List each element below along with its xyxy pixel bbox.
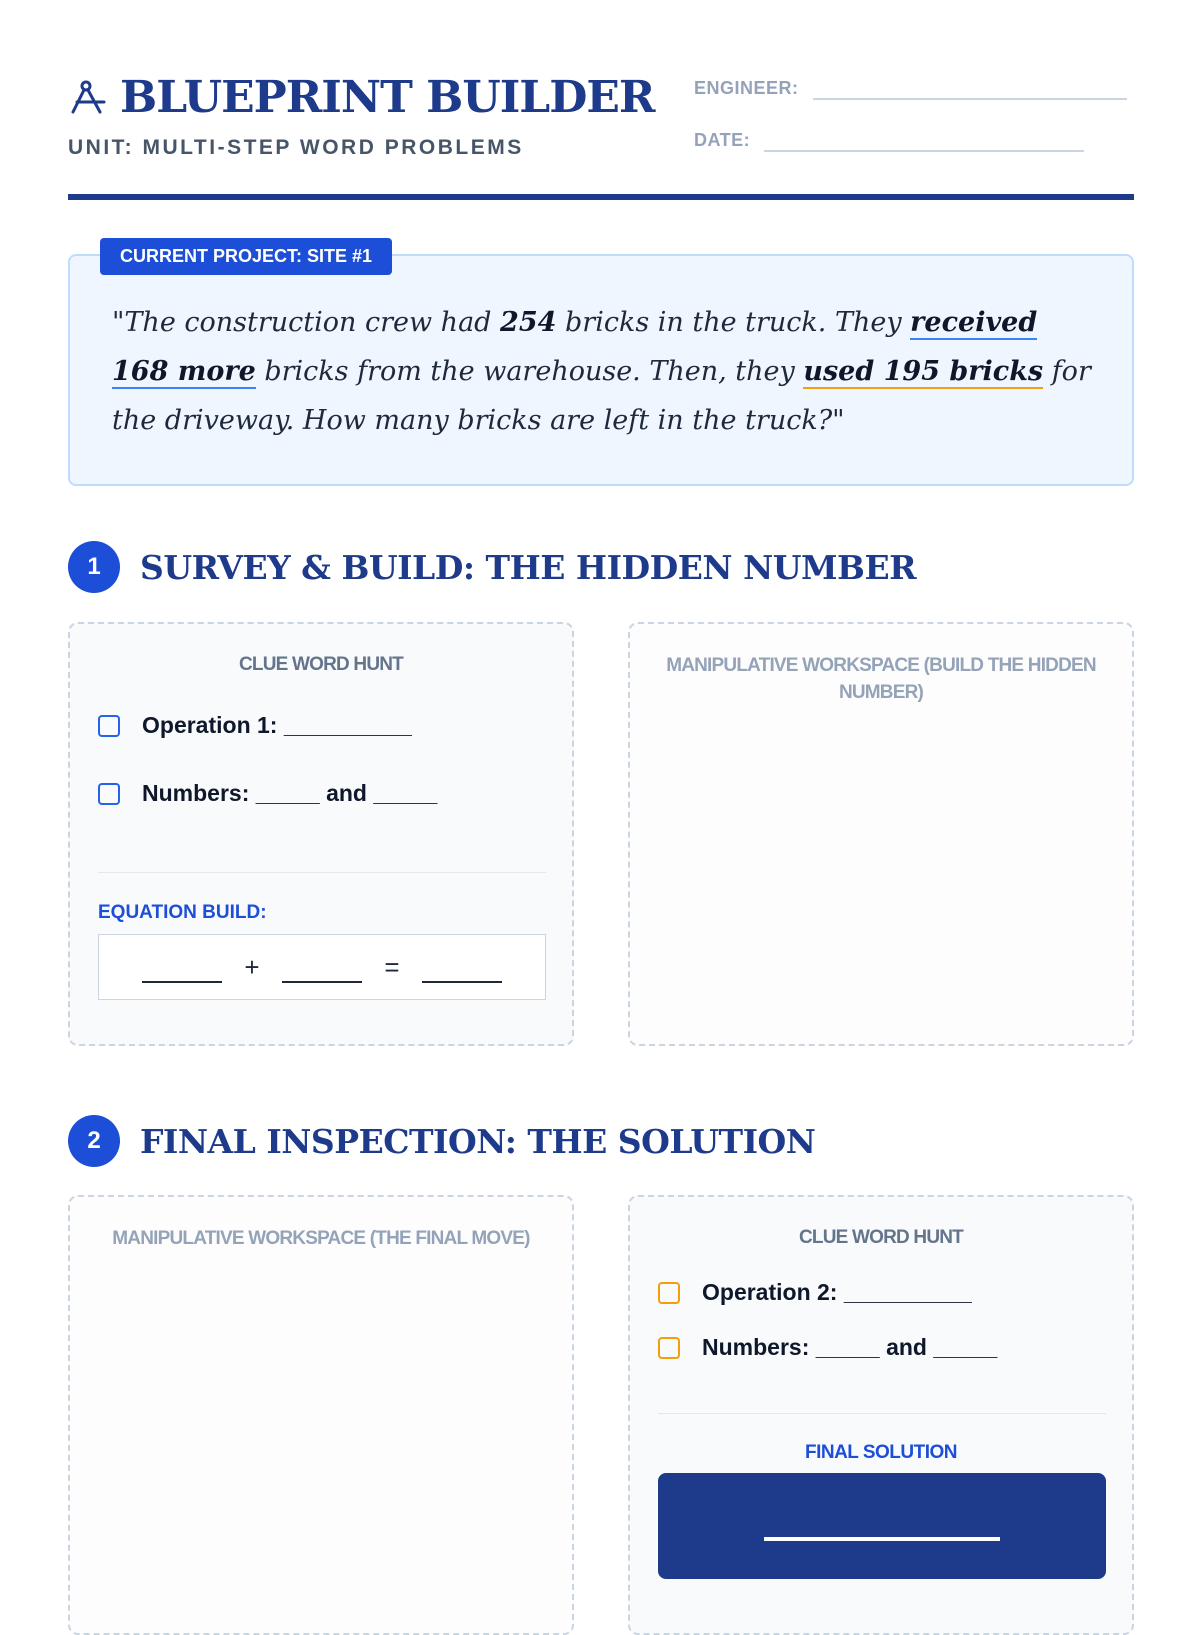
plus-sign: + [244,951,260,982]
highlight-used: used 195 bricks [803,356,1044,387]
section-title: FINAL INSPECTION: THE SOLUTION [140,1121,816,1161]
operation-2-row [658,1279,972,1306]
section-2-heading [68,1115,815,1167]
section-title: SURVEY & BUILD: THE HIDDEN NUMBER [140,547,917,587]
engineer-row [694,76,1127,100]
clue-hunt-panel-2 [628,1195,1134,1635]
header-rule [68,194,1134,200]
operation-1-row [98,712,412,739]
engineer-label: ENGINEER: [694,77,799,98]
engineer-field[interactable] [813,76,1127,100]
date-label: DATE: [694,129,751,150]
problem-number: 254 [500,307,557,338]
workspace-panel-1[interactable] [628,622,1134,1046]
problem-text: bricks in the truck. They [556,307,911,338]
date-field[interactable] [764,128,1084,152]
equation-box [98,934,546,1000]
panel-divider [658,1413,1106,1414]
numbers-1-label: Numbers: _____ and _____ [142,780,438,806]
clue-hunt-title: CLUE WORD HUNT [798,1227,963,1248]
worksheet-header [68,60,1134,200]
workspace-title: MANIPULATIVE WORKSPACE (BUILD THE HIDDEN NUMBER) [666,655,1096,703]
problem-text: bricks from the warehouse. Then, they [255,356,804,387]
highlight-received: received 168 more [112,307,1038,387]
numbers-2-label: Numbers: _____ and _____ [702,1334,998,1360]
numbers-1-row [98,780,437,807]
final-solution-box[interactable] [658,1473,1106,1579]
operation-2-checkbox[interactable] [658,1282,680,1304]
equation-label: EQUATION BUILD: [98,902,267,923]
clue-hunt-panel-1 [68,622,574,1046]
operation-1-label: Operation 1: __________ [142,712,412,738]
worksheet-title: BLUEPRINT BUILDER [120,72,655,123]
problem-text: "The construction crew had [112,307,501,338]
workspace-title: MANIPULATIVE WORKSPACE (THE FINAL MOVE) [112,1228,530,1249]
brand [68,72,654,123]
numbers-2-row [658,1334,997,1361]
equation-blank[interactable] [142,951,222,983]
project-card [68,246,1134,486]
equals-sign: = [384,951,400,982]
operation-2-label: Operation 2: __________ [702,1279,972,1305]
unit-label: UNIT: MULTI-STEP WORD PROBLEMS [68,136,524,159]
section-number-badge: 2 [68,1115,120,1167]
compass-icon [68,78,108,118]
word-problem [112,298,1102,445]
final-solution-label: FINAL SOLUTION [804,1442,958,1463]
panel-divider [98,872,546,873]
numbers-1-checkbox[interactable] [98,783,120,805]
date-row [694,128,1084,152]
worksheet-page [68,0,1134,1600]
problem-text: for the driveway. How many bricks are left in the truck?" [112,356,1091,436]
operation-1-checkbox[interactable] [98,715,120,737]
section-1-heading [68,541,916,593]
numbers-2-checkbox[interactable] [658,1337,680,1359]
final-solution-blank [764,1537,1000,1541]
section-number-badge: 1 [68,541,120,593]
equation-blank[interactable] [282,951,362,983]
workspace-panel-2[interactable] [68,1195,574,1635]
project-tag: CURRENT PROJECT: SITE #1 [100,238,392,275]
clue-hunt-title: CLUE WORD HUNT [238,654,403,675]
equation-blank[interactable] [422,951,502,983]
